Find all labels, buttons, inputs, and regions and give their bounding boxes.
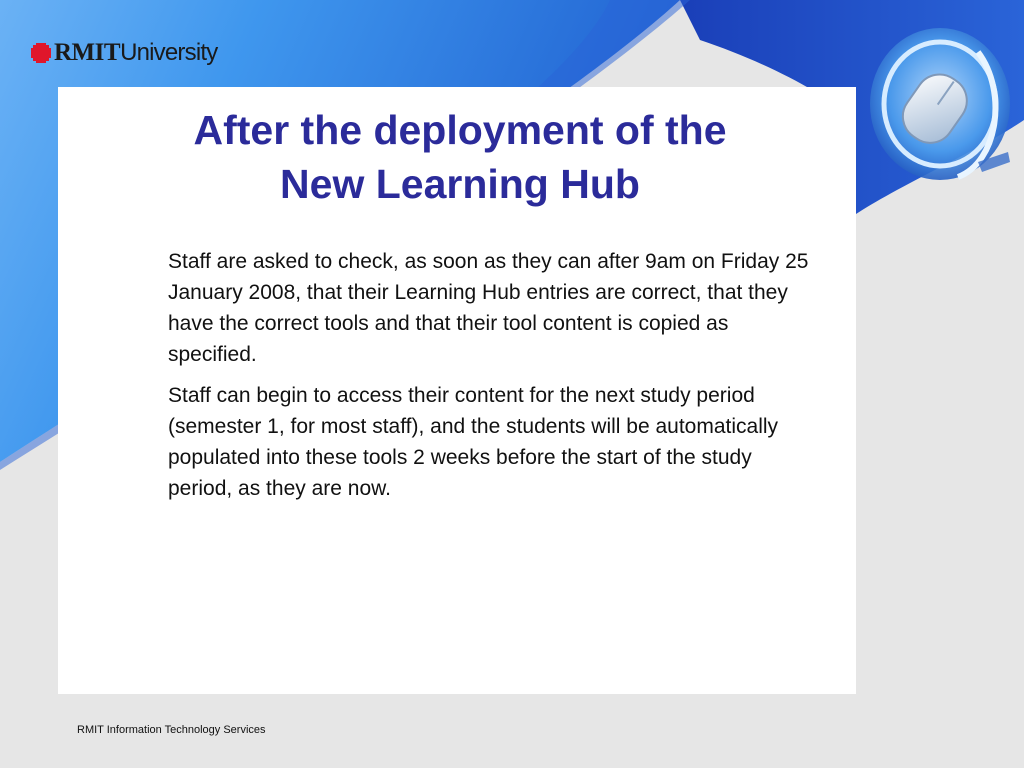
footer-text: RMIT Information Technology Services xyxy=(77,724,266,736)
slide-title-line: New Learning Hub xyxy=(280,161,640,207)
body-paragraph: Staff are asked to check, as soon as they can after 9am on Friday 25 January 2008, that their Learning Hub entries are correct, that they have the correct tools and that their tool content is copied as specified. xyxy=(168,250,809,366)
slide-body xyxy=(168,246,818,514)
rmit-logo xyxy=(30,38,217,68)
logo-text-light: University xyxy=(120,39,218,66)
slide-title xyxy=(80,103,840,211)
logo-text-strong: RMIT xyxy=(54,39,121,66)
body-paragraph: Staff can begin to access their content for the next study period (semester 1, for most staff), and the students will be automatically populated into these tools 2 weeks before the start of the study period, as they are now. xyxy=(168,384,779,500)
rmit-pixel-logo-icon xyxy=(30,42,52,64)
slide-title-line: After the deployment of the xyxy=(193,107,727,153)
computer-mouse-at-sign-icon xyxy=(858,12,1024,212)
